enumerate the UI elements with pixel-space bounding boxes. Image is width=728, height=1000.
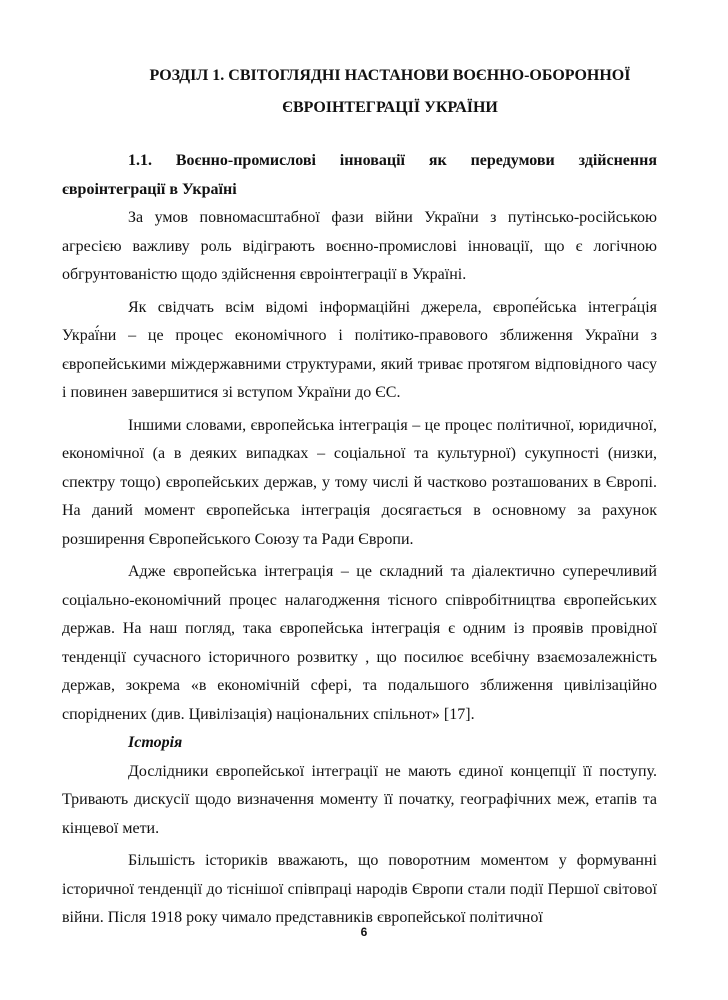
chapter-title-line2: ЄВРОІНТЕГРАЦІЇ УКРАЇНИ — [282, 99, 498, 116]
section-heading-line2: євроінтеграції в Україні — [62, 180, 237, 198]
paragraph: Дослідники європейської інтеграції не мають єдиної концепції її поступу. Тривають дискусії щодо визначення моменту її початку, географічних меж, етапів та кінцевої мети. — [62, 762, 657, 837]
section-heading-line1: 1.1. Воєнно-промислові інновації як передумови здійснення — [128, 152, 657, 169]
history-heading: Історія — [128, 734, 183, 751]
document-body — [62, 147, 657, 933]
paragraph: За умов повномасштабної фази війни України з путінсько-російською агресією важливу роль відіграють воєнно-промислові інновації, що є логічною обгрунтованістю щодо здійснення євроінтеграції в Україні. — [62, 209, 657, 283]
page-number: 6 — [360, 925, 368, 939]
paragraph: Адже європейська інтеграція – це складний та діалектично суперечливий соціально-економічний процес налагодження тісного співробітництва європейських держав. На наш погляд, така європейська інтеграція є одним із проявів провідної тенденції сучасного історичного розвитку , що посилює всебічну взаємозалежність держав, зокрема «в економічній сфері, та подальшого зближення цивілізаційно споріднених (див. Цивілізація) національних спільнот» [17]. — [62, 563, 657, 723]
paragraph: Іншими словами, європейська інтеграція – це процес політичної, юридичної, економічної (а в деяких випадках – соціальної та культурної) сукупності (низки, спектру тощо) європейських держав, у тому числі й частково розташованих в Європі. На даний момент європейська інтеграція досягається в основному за рахунок розширення Європейського Союзу та Ради Європи. — [62, 416, 657, 548]
paragraph: Більшість істориків вважають, що поворотним моментом у формуванні історичної тенденції до тіснішої співпраці народів Європи стали події Першої світової війни. Після 1918 року чимало представників європейської політичної — [62, 852, 657, 926]
chapter-title-line1: РОЗДІЛ 1. СВІТОГЛЯДНІ НАСТАНОВИ ВОЄННО-ОБОРОННОЇ — [149, 67, 631, 84]
chapter-title — [60, 60, 720, 124]
paragraph: Як свідчать всім відомі інформаційні джерела, європе́йська інтегра́ція Украї́ни – це процес економічного і політико-правового зближення України з європейськими міждержавними структурами, який триває протягом відповідного часу і повинен завершитися зі вступом України до ЄС. — [62, 298, 657, 401]
